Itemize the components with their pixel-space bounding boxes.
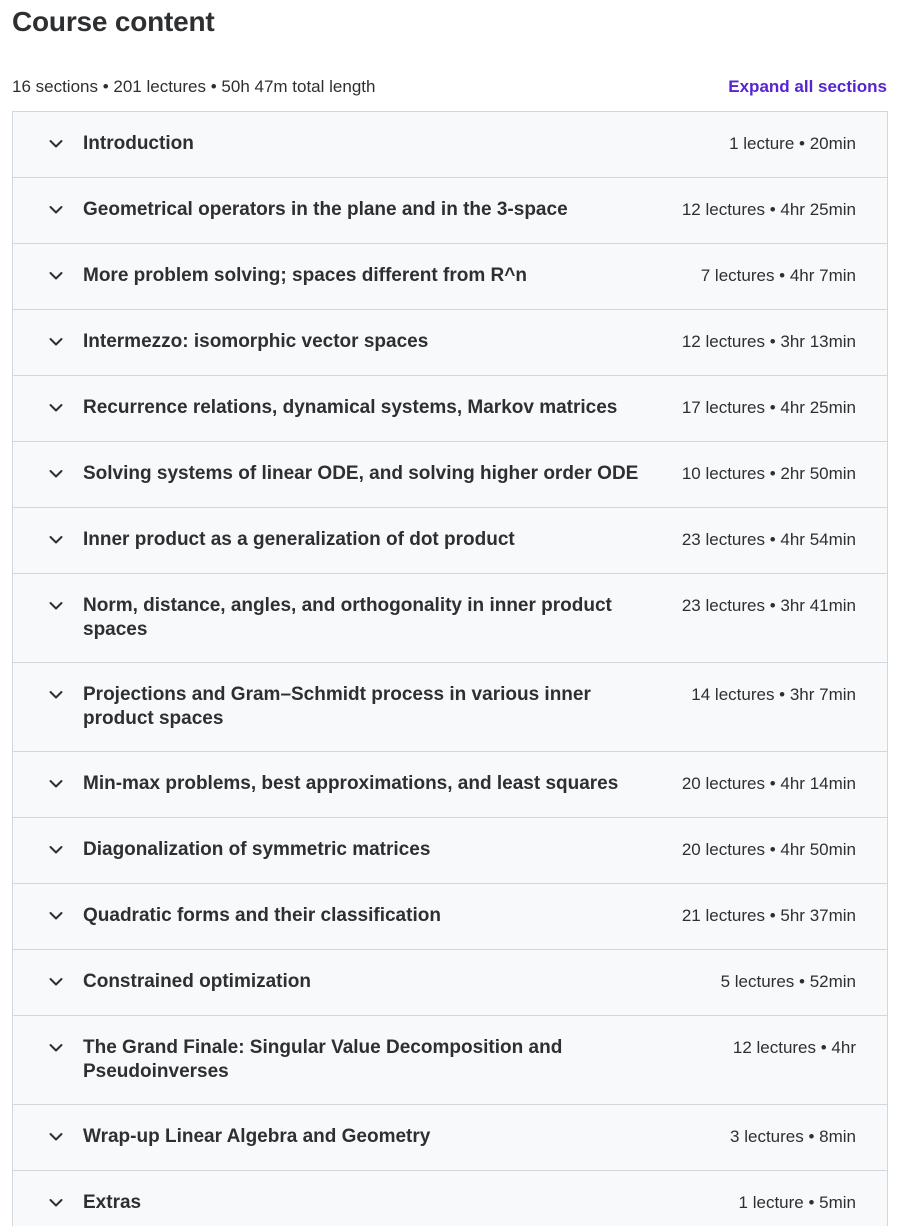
section-title: Diagonalization of symmetric matrices	[83, 839, 431, 860]
section-meta: 14 lectures • 3hr 7min	[691, 685, 856, 704]
section-meta: 23 lectures • 4hr 54min	[681, 530, 856, 549]
section-meta: 21 lectures • 5hr 37min	[681, 906, 856, 925]
section-title: Extras	[83, 1192, 142, 1213]
section-title: The Grand Finale: Singular Value Decomposition and Pseudoinverses	[83, 1037, 563, 1082]
section-meta: 17 lectures • 4hr 25min	[681, 398, 856, 417]
page-title: Course content	[12, 6, 215, 37]
section-row[interactable]	[13, 310, 887, 376]
chevron-down-icon	[47, 264, 65, 288]
section-row[interactable]	[13, 442, 887, 508]
chevron-down-icon	[47, 594, 65, 618]
chevron-down-icon	[47, 904, 65, 928]
section-row[interactable]	[13, 1016, 887, 1105]
section-meta: 23 lectures • 3hr 41min	[681, 596, 856, 615]
section-meta: 20 lectures • 4hr 14min	[681, 774, 856, 793]
section-meta: 7 lectures • 4hr 7min	[700, 266, 856, 285]
section-meta: 12 lectures • 4hr	[732, 1038, 856, 1057]
section-title: Solving systems of linear ODE, and solving higher order ODE	[83, 463, 639, 484]
section-meta: 12 lectures • 4hr 25min	[681, 200, 856, 219]
section-row[interactable]	[13, 508, 887, 574]
section-title: Geometrical operators in the plane and in the 3-space	[83, 199, 568, 220]
section-row[interactable]	[13, 376, 887, 442]
chevron-down-icon	[47, 528, 65, 552]
section-row[interactable]	[13, 244, 887, 310]
section-title: Intermezzo: isomorphic vector spaces	[83, 331, 429, 352]
section-title: Min-max problems, best approximations, and least squares	[83, 773, 619, 794]
section-meta: 1 lecture • 5min	[738, 1193, 856, 1212]
section-row[interactable]	[13, 1171, 887, 1226]
section-meta: 10 lectures • 2hr 50min	[681, 464, 856, 483]
sections-list	[12, 111, 888, 1226]
section-title: Constrained optimization	[83, 971, 311, 992]
section-row[interactable]	[13, 1105, 887, 1171]
section-row[interactable]	[13, 574, 887, 663]
section-row[interactable]	[13, 950, 887, 1016]
section-title: More problem solving; spaces different from R^n	[83, 265, 527, 286]
section-row[interactable]	[13, 178, 887, 244]
section-row[interactable]	[13, 818, 887, 884]
chevron-down-icon	[47, 1191, 65, 1215]
section-row[interactable]	[13, 884, 887, 950]
section-title: Inner product as a generalization of dot product	[83, 529, 515, 550]
summary-row	[12, 76, 887, 98]
chevron-down-icon	[47, 1125, 65, 1149]
chevron-down-icon	[47, 462, 65, 486]
chevron-down-icon	[47, 838, 65, 862]
section-meta: 1 lecture • 20min	[729, 134, 856, 153]
chevron-down-icon	[47, 1036, 65, 1060]
section-title: Recurrence relations, dynamical systems, Markov matrices	[83, 397, 618, 418]
chevron-down-icon	[47, 683, 65, 707]
chevron-down-icon	[47, 396, 65, 420]
chevron-down-icon	[47, 198, 65, 222]
section-title: Wrap-up Linear Algebra and Geometry	[83, 1126, 431, 1147]
course-summary: 16 sections • 201 lectures • 50h 47m total length	[12, 77, 376, 96]
section-meta: 12 lectures • 3hr 13min	[681, 332, 856, 351]
section-row[interactable]	[13, 663, 887, 752]
section-row[interactable]	[13, 112, 887, 178]
section-title: Norm, distance, angles, and orthogonality in inner product spaces	[83, 595, 612, 640]
expand-all-sections-button[interactable]: Expand all sections	[728, 77, 887, 96]
chevron-down-icon	[47, 330, 65, 354]
section-meta: 5 lectures • 52min	[720, 972, 856, 991]
section-title: Quadratic forms and their classification	[83, 905, 441, 926]
section-row[interactable]	[13, 752, 887, 818]
section-meta: 3 lectures • 8min	[730, 1127, 856, 1146]
section-title: Introduction	[83, 133, 194, 154]
section-meta: 20 lectures • 4hr 50min	[681, 840, 856, 859]
chevron-down-icon	[47, 132, 65, 156]
chevron-down-icon	[47, 970, 65, 994]
chevron-down-icon	[47, 772, 65, 796]
section-title: Projections and Gram–Schmidt process in various inner product spaces	[83, 684, 591, 729]
